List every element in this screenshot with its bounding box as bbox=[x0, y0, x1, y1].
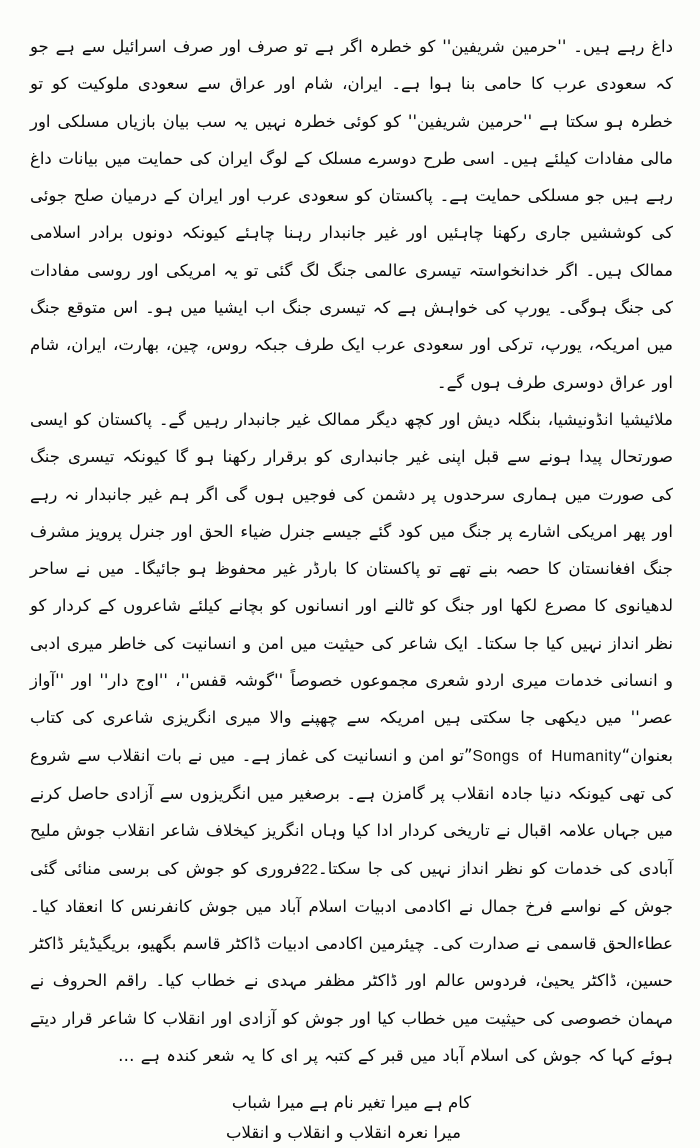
paragraph-2-text: ملائیشیا انڈونیشیا، بنگلہ دیش اور کچھ دیگر ممالک غیر جانبدار رہیں گے۔ پاکستان کو ایسی صورتحال پیدا ہونے سے قبل اپنی غیر جانبداری کو برقرار رکھنا ہو گا کیونکہ تیسری جنگ کی صورت میں ہماری سرحدوں پر دشمن کی فوجیں ہوں گی اگر ہم غیر جانبدار نہ رہے اور پھر امریکی اشارے پر جنگ میں کود گئے جیسے جنرل ضیاء الحق اور جنرل پرویز مشرف جنگ افغانستان کا حصہ بنے تھے تو پاکستان کا بارڈر غیر محفوظ ہو جائیگا۔ میں نے ساحر لدھیانوی کا مصرع لکھا اور جنگ کو ٹالنے اور انسانوں کو بچانے کیلئے شاعروں کے کردار کو نظر انداز نہیں کیا جا سکتا۔ ایک شاعر کی حیثیت میں امن و انسانیت کی خاطر میری ادبی و انسانی خدمات میری اردو شعری مجموعوں خصوصاً ''گوشہ قفس''، ''اوج دار'' اور ''آواز عصر'' میں دیکھی جا سکتی ہیں امریکہ سے چھپنے والا میری انگریزی شاعری کی کتاب بعنوان bbox=[30, 409, 673, 765]
date-number: 22 bbox=[301, 860, 319, 878]
english-book-title-close-quote: ” bbox=[463, 745, 473, 765]
article-body bbox=[30, 28, 673, 1074]
couplet-line-1: کام ہے میرا تغیر نام ہے میرا شباب bbox=[231, 1093, 472, 1113]
paragraph-2 bbox=[30, 401, 673, 1074]
paragraph-2-continuation: تو امن و انسانیت کی غماز ہے۔ میں نے بات انقلاب سے شروع کی تھی کیونکہ دنیا جادہ انقلاب پر گامزن ہے۔ برصغیر میں انگریزوں سے آزادی حاصل کرنے میں جہاں علامہ اقبال نے تاریخی کردار ادا کیا وہاں انگریز کیخلاف شاعر انقلاب جوش ملیح آبادی کی خدمات کو نظر انداز نہیں کی جا سکتا۔ bbox=[30, 745, 673, 878]
paragraph-2-tail: فروری کو جوش کی برسی منائی گئی جوش کے نواسے فرخ جمال نے اکادمی ادبیات اسلام آباد میں جوش کانفرنس کا انعقاد کیا۔ عطاءالحق قاسمی نے صدارت کی۔ چیئرمین اکادمی ادبیات ڈاکٹر قاسم بگھیو، بریگیڈیئر ڈاکٹر حسین، ڈاکٹر یحییٰ، فردوس عالم اور ڈاکٹر مظفر مہدی نے خطاب کیا۔ راقم الحروف نے مہمان خصوصی کی حیثیت میں خطاب کیا اور جوش کو آزادی اور انقلاب کا شاعر قرار دیتے ہوئے کہا کہ جوش کی اسلام آباد میں قبر کے کتبہ پر ای کا یہ شعر کندہ ہے … bbox=[30, 858, 673, 1066]
paragraph-1: داغ رہے ہیں۔ ''حرمین شریفین'' کو خطرہ اگر ہے تو صرف اور صرف اسرائیل سے ہے جو کہ سعودی عرب کا حامی بنا ہوا ہے۔ ایران، شام اور عراق سے سعودی ملوکیت کو تو خطرہ ہو سکتا ہے ''حرمین شریفین'' کو کوئی خطرہ نہیں یہ سب بیان بازیاں مسلکی اور مالی مفادات کیلئے ہیں۔ اسی طرح دوسرے مسلک کے لوگ ایران کی حمایت میں بیانات داغ رہے ہیں جو مسلکی حمایت ہے۔ پاکستان کو سعودی عرب اور ایران کے درمیان صلح جوئی کی کوششیں جاری رکھنا چاہئیں اور غیر جانبدار رہنا چاہئے کیونکہ دونوں برادر اسلامی ممالک ہیں۔ اگر خدانخواستہ تیسری عالمی جنگ لگ گئی تو یہ امریکی اور روسی مفادات کی جنگ ہوگی۔ یورپ کی خواہش ہے کہ تیسری جنگ اب ایشیا میں ہو۔ اس متوقع جنگ میں امریکہ، یورپ، ترکی اور سعودی عرب ایک طرف جبکہ روس، چین، بھارت، ایران، شام اور عراق دوسری طرف ہوں گے۔ bbox=[30, 37, 673, 392]
closing-couplet bbox=[30, 1088, 673, 1148]
couplet-line-2: میرا نعرہ انقلاب و انقلاب و انقلاب bbox=[226, 1123, 461, 1143]
english-book-title-open-quote: “ bbox=[621, 745, 631, 765]
english-book-title: Songs of Humanity bbox=[472, 747, 622, 765]
